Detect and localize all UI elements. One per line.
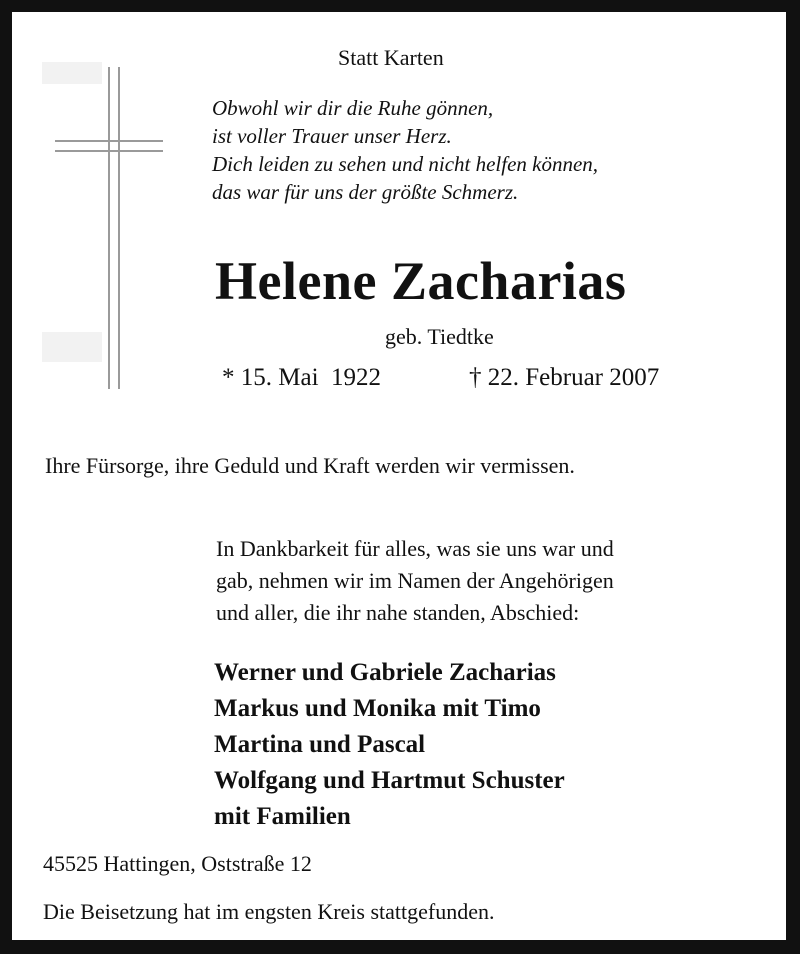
family-member: Werner und Gabriele Zacharias — [214, 659, 556, 686]
maiden-name: geb. Tiedtke — [385, 324, 494, 349]
birth-date: * 15. Mai 1922 — [222, 364, 382, 391]
thanks-line: gab, nehmen wir im Namen der Angehörigen — [216, 568, 614, 593]
quote-text: Ihre Fürsorge, ihre Geduld und Kraft werden wir vermissen. — [45, 453, 575, 478]
family-member: Martina und Pascal — [214, 731, 426, 758]
poem — [212, 94, 598, 206]
poem-line: ist voller Trauer unser Herz. — [212, 124, 452, 148]
header-text: Statt Karten — [338, 45, 444, 70]
family-member: mit Familien — [214, 803, 351, 830]
family-member: Wolfgang und Hartmut Schuster — [214, 767, 565, 794]
poem-line: das war für uns der größte Schmerz. — [212, 180, 519, 204]
address: 45525 Hattingen, Oststraße 12 — [43, 851, 312, 876]
thanks-text — [216, 533, 614, 629]
thanks-line: und aller, die ihr nahe standen, Abschied: — [216, 600, 580, 625]
deceased-name: Helene Zacharias — [215, 251, 627, 311]
poem-line: Dich leiden zu sehen und nicht helfen können, — [212, 152, 599, 176]
family-member: Markus und Monika mit Timo — [214, 695, 541, 722]
family-list — [214, 655, 565, 835]
burial-note: Die Beisetzung hat im engsten Kreis stattgefunden. — [43, 899, 495, 924]
thanks-line: In Dankbarkeit für alles, was sie uns war und — [216, 536, 614, 561]
death-date: † 22. Februar 2007 — [469, 364, 660, 391]
cross-icon — [42, 52, 177, 422]
poem-line: Obwohl wir dir die Ruhe gönnen, — [212, 96, 494, 120]
